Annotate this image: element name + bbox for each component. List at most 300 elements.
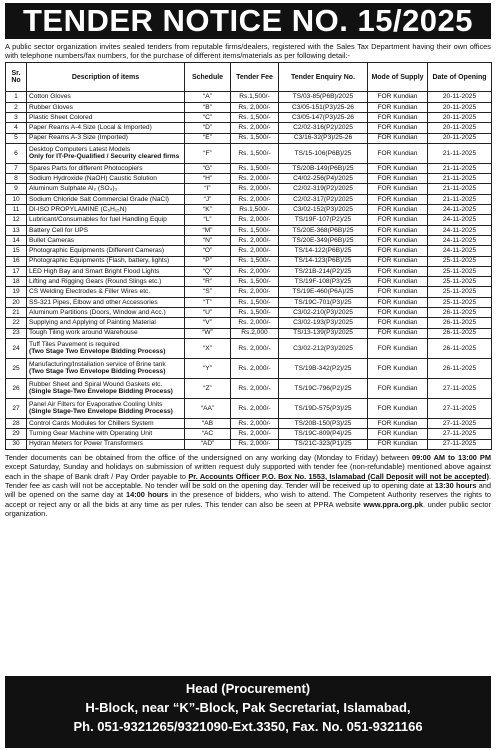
col-header-description: Description of items [27, 63, 185, 92]
row-fee: Rs. 1,500/- [231, 297, 279, 307]
row-date: 24-11-2025 [428, 235, 492, 245]
table-row [6, 429, 492, 439]
row-fee: Rs. 2,000/- [231, 398, 279, 418]
table-row [6, 194, 492, 204]
item-name: Paper Reams A-3 Size (Imported) [29, 134, 128, 142]
row-schedule: “R” [185, 277, 231, 287]
row-enquiry: TS/20E-349(P6B)/25 [279, 235, 368, 245]
row-date: 25-11-2025 [428, 297, 492, 307]
item-name: Rubber Gloves [29, 103, 73, 111]
row-mode: FOR Kundian [368, 287, 428, 297]
table-row [6, 246, 492, 256]
row-enquiry: TS/19D-575(P3)/25 [279, 398, 368, 418]
row-fee: Rs. 1,500/- [231, 308, 279, 318]
row-schedule: “U” [185, 308, 231, 318]
row-fee: Rs. 2,000/- [231, 194, 279, 204]
row-mode: FOR Kundian [368, 256, 428, 266]
row-schedule: “E” [185, 133, 231, 143]
item-name: Tuff Tiles Pavement is required [29, 340, 120, 348]
row-fee: Rs. 2,000/- [231, 184, 279, 194]
row-description [27, 123, 185, 133]
row-sr: 14 [6, 235, 27, 245]
row-sr: 16 [6, 256, 27, 266]
row-enquiry: C3/16-32(P3)/25-26 [279, 133, 368, 143]
row-description [27, 398, 185, 418]
row-schedule: “K” [185, 205, 231, 215]
terms-part: . under public sector organization. [5, 499, 491, 519]
table-row [6, 277, 492, 287]
opening-time: 14:00 hours [125, 490, 169, 500]
row-fee: Rs. 2,000/- [231, 235, 279, 245]
row-fee: Rs. 1,500/- [231, 143, 279, 163]
row-date: 26-11-2025 [428, 308, 492, 318]
row-sr: 24 [6, 338, 27, 358]
row-sr: 1 [6, 92, 27, 102]
row-date: 26-11-2025 [428, 328, 492, 338]
col-header-enquiry: Tender Enquiry No. [279, 63, 368, 92]
item-name: Lubricant/Consumables for fuel Handling Equip [29, 216, 167, 224]
row-enquiry: TS/19F-108(P3)/25 [279, 277, 368, 287]
row-description [27, 215, 185, 225]
row-schedule: “C” [185, 113, 231, 123]
row-sr: 27 [6, 398, 27, 418]
row-mode: FOR Kundian [368, 277, 428, 287]
item-note: (Two Stage Two Envelope Bidding Process) [29, 368, 166, 376]
row-sr: 12 [6, 215, 27, 225]
row-fee: Rs. 2,000/- [231, 266, 279, 276]
row-sr: 4 [6, 123, 27, 133]
item-name: Rubber Sheet and Spiral Wound Gaskets etc. [29, 380, 163, 388]
row-schedule: “W” [185, 328, 231, 338]
tender-notice [0, 3, 496, 750]
table-row [6, 308, 492, 318]
item-name: Photographic Equipments (Different Cameras) [29, 247, 165, 255]
row-fee: Rs. 2,000/- [231, 102, 279, 112]
footer-office: Head (Procurement) [185, 681, 311, 696]
table-row [6, 113, 492, 123]
working-hours: 09:00 AM to 13:00 PM [411, 452, 491, 462]
table-row [6, 297, 492, 307]
row-description [27, 246, 185, 256]
item-name: Desktop Computers Latest Models [29, 145, 131, 153]
row-sr: 18 [6, 277, 27, 287]
col-header-sr: Sr. No [6, 63, 27, 92]
item-name: CS Welding Electrodes & Filler Wires etc. [29, 288, 151, 296]
row-date: 21-11-2025 [428, 184, 492, 194]
item-note: (Two Stage Two Envelope Bidding Process) [29, 348, 166, 356]
row-mode: FOR Kundian [368, 266, 428, 276]
table-row [6, 205, 492, 215]
row-description [27, 143, 185, 163]
item-name: LED High Bay and Smart Bright Flood Lights [29, 267, 160, 275]
row-sr: 29 [6, 429, 27, 439]
item-name: Sodium Hydroxide (NaOH) Caustic Solution [29, 175, 157, 183]
row-date: 27-11-2025 [428, 439, 492, 449]
row-schedule: “A” [185, 92, 231, 102]
row-mode: FOR Kundian [368, 102, 428, 112]
row-sr: 21 [6, 308, 27, 318]
row-description [27, 205, 185, 215]
row-enquiry: C3/05-151(P3)/25-26 [279, 102, 368, 112]
row-fee: Rs. 2,000/- [231, 318, 279, 328]
table-body [6, 92, 492, 449]
item-name: Paper Reams A-4 Size (Local & Imported) [29, 124, 152, 132]
item-name: Battery Cell for UPS [29, 226, 88, 234]
table-row [6, 133, 492, 143]
row-mode: FOR Kundian [368, 439, 428, 449]
row-description [27, 297, 185, 307]
row-mode: FOR Kundian [368, 123, 428, 133]
row-enquiry: TS/19C-796(P2)/25 [279, 378, 368, 398]
row-sr: 7 [6, 163, 27, 173]
row-sr: 17 [6, 266, 27, 276]
row-date: 26-11-2025 [428, 318, 492, 328]
table-row [6, 418, 492, 428]
item-name: Bullet Cameras [29, 236, 75, 244]
contact-footer [5, 676, 491, 748]
row-description [27, 92, 185, 102]
item-name: Supplying and Applying of Painting Material [29, 319, 156, 327]
row-fee: Rs.1,500/- [231, 205, 279, 215]
row-schedule: “AD” [185, 439, 231, 449]
row-sr: 10 [6, 194, 27, 204]
row-fee: Rs. 2,000/- [231, 338, 279, 358]
row-schedule: “D” [185, 123, 231, 133]
row-description [27, 266, 185, 276]
row-description [27, 308, 185, 318]
item-name: Spares Parts for different Photocopiers [29, 164, 143, 172]
row-mode: FOR Kundian [368, 418, 428, 428]
row-description [27, 338, 185, 358]
row-schedule: “J” [185, 194, 231, 204]
row-mode: FOR Kundian [368, 328, 428, 338]
row-mode: FOR Kundian [368, 113, 428, 123]
row-schedule: “I” [185, 184, 231, 194]
row-description [27, 429, 185, 439]
table-row [6, 225, 492, 235]
item-name: Lifting and Rigging Gears (Round Slings etc.) [29, 278, 162, 285]
row-schedule: “F” [185, 143, 231, 163]
footer-phone: Ph. 051-9321265/9321090-Ext.3350, Fax. No. 051-9321166 [73, 719, 423, 734]
row-date: 25-11-2025 [428, 287, 492, 297]
row-sr: 19 [6, 287, 27, 297]
row-fee: Rs. 2,000/- [231, 246, 279, 256]
row-sr: 22 [6, 318, 27, 328]
footer-address: H-Block, near “K”-Block, Pak Secretariat, Islamabad, [85, 700, 411, 715]
ppra-website-link[interactable]: www.ppra.org.pk [363, 499, 424, 509]
row-schedule: “AB [185, 418, 231, 428]
row-enquiry: C2/02-317(P2)/2025 [279, 194, 368, 204]
row-enquiry: C2/02-316(P2)/2025 [279, 123, 368, 133]
row-date: 27-11-2025 [428, 429, 492, 439]
row-mode: FOR Kundian [368, 92, 428, 102]
item-name: Aluminum Sulphate Al₂ (SO₄)₃ [29, 185, 118, 193]
row-description [27, 235, 185, 245]
row-fee: Rs. 1,500/- [231, 225, 279, 235]
row-description [27, 358, 185, 378]
row-sr: 2 [6, 102, 27, 112]
row-fee: Rs. 1,500/- [231, 163, 279, 173]
row-fee: Rs. 1,500/- [231, 133, 279, 143]
row-mode: FOR Kundian [368, 358, 428, 378]
item-name: Aluminum Partitions (Doors, Window and Acc.) [29, 308, 166, 316]
row-sr: 20 [6, 297, 27, 307]
table-row [6, 123, 492, 133]
row-schedule: “T” [185, 297, 231, 307]
item-name: Hydran Meters for Power Transformers [29, 440, 143, 448]
item-name: SS-321 Pipes, Elbow and other Accessories [29, 298, 158, 306]
row-sr: 9 [6, 184, 27, 194]
row-fee: Rs. 2,000/- [231, 358, 279, 378]
row-date: 21-11-2025 [428, 163, 492, 173]
row-sr: 8 [6, 174, 27, 184]
row-enquiry: C3/02-193(P3)/2025 [279, 318, 368, 328]
terms-part: . Tender fee as cash will not be acceptable. No tender will be sold on the opening day. Tender will be received up to opening date at [5, 471, 491, 491]
row-description [27, 194, 185, 204]
row-description [27, 163, 185, 173]
item-name: Manufacturing/Installation service of Brine tank [29, 360, 166, 368]
row-description [27, 174, 185, 184]
row-schedule: “X” [185, 338, 231, 358]
row-description [27, 102, 185, 112]
table-row [6, 235, 492, 245]
row-description [27, 277, 185, 287]
row-fee: Rs. 2,000/- [231, 123, 279, 133]
row-sr: 15 [6, 246, 27, 256]
item-note: (Single Stage-Two Envelope Bidding Process) [29, 408, 173, 416]
row-schedule: “H” [185, 174, 231, 184]
table-row [6, 143, 492, 163]
col-header-date: Date of Opening [428, 63, 492, 92]
row-mode: FOR Kundian [368, 163, 428, 173]
submission-time: 13:30 hours [434, 481, 477, 491]
row-schedule: “B” [185, 102, 231, 112]
row-description [27, 328, 185, 338]
row-description [27, 287, 185, 297]
row-enquiry: TS/19C-701(P3)/25 [279, 297, 368, 307]
row-schedule: “Z” [185, 378, 231, 398]
row-date: 24-11-2025 [428, 246, 492, 256]
tender-table [5, 62, 492, 449]
row-description [27, 133, 185, 143]
row-schedule: “AA” [185, 398, 231, 418]
row-sr: 25 [6, 358, 27, 378]
intro-text: A public sector organization invites sealed tenders from reputable firms/dealers, registered with the Sales Tax Department having their own offices with telephone numbers/fax numbers, for the purchase of different items/materials as per following detail:- [5, 42, 491, 61]
row-mode: FOR Kundian [368, 378, 428, 398]
item-name: Tough Tiling work around Warehouse [29, 329, 138, 337]
item-name: Panel Air Filters for Evaporative Cooling Units [29, 400, 163, 408]
row-sr: 28 [6, 418, 27, 428]
row-date: 21-11-2025 [428, 174, 492, 184]
row-fee: Rs. 2,000/- [231, 439, 279, 449]
table-row [6, 102, 492, 112]
row-schedule: “M” [185, 225, 231, 235]
row-description [27, 378, 185, 398]
row-mode: FOR Kundian [368, 297, 428, 307]
row-enquiry: TS/21C-323(P1)/25 [279, 439, 368, 449]
row-description [27, 113, 185, 123]
row-sr: 3 [6, 113, 27, 123]
row-mode: FOR Kundian [368, 318, 428, 328]
col-header-schedule: Schedule [185, 63, 231, 92]
row-mode: FOR Kundian [368, 338, 428, 358]
row-mode: FOR Kundian [368, 225, 428, 235]
row-date: 24-11-2025 [428, 225, 492, 235]
row-schedule: “S” [185, 287, 231, 297]
terms-part: and will be opened on the same day at [5, 481, 491, 500]
row-enquiry: TS/13-139(P3)/2025 [279, 328, 368, 338]
row-fee: Rs. 2,000/- [231, 418, 279, 428]
row-enquiry: C3/02-152(P3)/2025 [279, 205, 368, 215]
row-sr: 23 [6, 328, 27, 338]
row-enquiry: TS/20B-149(P6B)/25 [279, 163, 368, 173]
row-schedule: “Q” [185, 266, 231, 276]
row-enquiry: TS/14-122(P6B)/25 [279, 246, 368, 256]
table-row [6, 358, 492, 378]
row-date: 24-11-2025 [428, 215, 492, 225]
terms-part: in the presence of bidders, who wish to attend. The Competent Authority reserves the rights to accept or reject any or all the bids at any time as per rules. This tender can also be seen at PPRA website [5, 490, 491, 509]
row-fee: Rs.2,000 [231, 328, 279, 338]
row-date: 21-11-2025 [428, 194, 492, 204]
row-mode: FOR Kundian [368, 133, 428, 143]
row-mode: FOR Kundian [368, 184, 428, 194]
row-enquiry: TS/14-123(P6B)/25 [279, 256, 368, 266]
item-name: Plastic Sheet Colored [29, 113, 93, 121]
table-row [6, 328, 492, 338]
row-date: 26-11-2025 [428, 338, 492, 358]
table-row [6, 287, 492, 297]
row-mode: FOR Kundian [368, 174, 428, 184]
row-schedule: “G” [185, 163, 231, 173]
row-enquiry: TS/15-106(P6B)/25 [279, 143, 368, 163]
row-fee: Rs. 2,000/- [231, 287, 279, 297]
table-row [6, 92, 492, 102]
row-schedule: “V” [185, 318, 231, 328]
row-date: 21-11-2025 [428, 143, 492, 163]
row-date: 20-11-2025 [428, 102, 492, 112]
row-enquiry: TS/21B-214(P2)/25 [279, 266, 368, 276]
terms-text [5, 453, 491, 519]
row-mode: FOR Kundian [368, 308, 428, 318]
row-sr: 26 [6, 378, 27, 398]
table-row [6, 338, 492, 358]
row-date: 26-11-2025 [428, 358, 492, 378]
item-name: Cotton Gloves [29, 93, 71, 101]
row-enquiry: C3/05-147(P3)/25-26 [279, 113, 368, 123]
row-sr: 11 [6, 205, 27, 215]
row-enquiry: C2/02-319(P2)/2025 [279, 184, 368, 194]
row-date: 20-11-2025 [428, 113, 492, 123]
row-enquiry: C3/02-212(P3)/2025 [279, 338, 368, 358]
row-fee: Rs. 2,000/- [231, 378, 279, 398]
row-fee: Rs. 1,500/- [231, 113, 279, 123]
row-mode: FOR Kundian [368, 194, 428, 204]
row-mode: FOR Kundian [368, 143, 428, 163]
item-name: Sodium Chloride Salt Commercial Grade (NaCl) [29, 195, 169, 203]
table-row [6, 256, 492, 266]
payee-details: Pr. Accounts Officer P.O. Box No. 1553, Islamabad (Call Deposit will not be accepted) [188, 471, 489, 481]
row-date: 27-11-2025 [428, 418, 492, 428]
col-header-fee: Tender Fee [231, 63, 279, 92]
row-fee: Rs. 1,500/- [231, 256, 279, 266]
row-description [27, 318, 185, 328]
item-name: Turning Gear Machine with Operating Unit [29, 430, 153, 438]
table-row [6, 398, 492, 418]
row-description [27, 439, 185, 449]
row-schedule: “L” [185, 215, 231, 225]
row-date: 27-11-2025 [428, 398, 492, 418]
row-enquiry: TS/19C-809(P4)/25 [279, 429, 368, 439]
item-name: Photographic Equipments (Flash, battery, lights) [29, 257, 170, 265]
table-header-row [6, 63, 492, 92]
row-enquiry: TS/19E-460(P6A)/25 [279, 287, 368, 297]
notice-title: TENDER NOTICE NO. 15/2025 [5, 3, 491, 39]
table-row [6, 215, 492, 225]
item-note: Only for IT-Pre-Qualified / Security cleared firms [29, 153, 180, 161]
row-enquiry: C4/02-256(P4)/2025 [279, 174, 368, 184]
row-schedule: “Y” [185, 358, 231, 378]
terms-part: except Saturday, Sunday and holidays on submission of written request duly supported with tender fee (non-refundable) mentioned above against each in the shape of Bank draft / Pay Order payable to [5, 462, 491, 481]
table-row [6, 439, 492, 449]
row-fee: Rs.1,500/- [231, 92, 279, 102]
row-fee: Rs. 2,000/- [231, 429, 279, 439]
row-date: 25-11-2025 [428, 256, 492, 266]
row-enquiry: TS/19B-342(P2)/25 [279, 358, 368, 378]
row-mode: FOR Kundian [368, 246, 428, 256]
row-fee: Rs. 2,000/- [231, 215, 279, 225]
table-row [6, 266, 492, 276]
row-date: 24-11-2025 [428, 205, 492, 215]
row-enquiry: TS/20E-368(P6B)/25 [279, 225, 368, 235]
item-name: DI-ISO PROPYLAMINE (C₆H₁₅N) [29, 205, 127, 213]
terms-part: Tender documents can be obtained from the office of the undersigned on any working day (Monday to Friday) between [5, 452, 409, 462]
item-note: (Single Stage-Two Envelope Bidding Process) [29, 388, 173, 396]
table-row [6, 378, 492, 398]
row-mode: FOR Kundian [368, 235, 428, 245]
row-sr: 6 [6, 143, 27, 163]
row-date: 27-11-2025 [428, 378, 492, 398]
row-mode: FOR Kundian [368, 205, 428, 215]
row-date: 20-11-2025 [428, 133, 492, 143]
row-mode: FOR Kundian [368, 398, 428, 418]
table-row [6, 163, 492, 173]
row-mode: FOR Kundian [368, 429, 428, 439]
row-description [27, 184, 185, 194]
row-fee: Rs. 2,000/- [231, 174, 279, 184]
row-enquiry: TS/20B-150(P3)/25 [279, 418, 368, 428]
row-enquiry: TS/19F-107(P2)/25 [279, 215, 368, 225]
row-description [27, 418, 185, 428]
row-date: 25-11-2025 [428, 266, 492, 276]
row-schedule: “O” [185, 246, 231, 256]
row-schedule: “N” [185, 235, 231, 245]
row-date: 20-11-2025 [428, 123, 492, 133]
col-header-mode: Mode of Supply [368, 63, 428, 92]
row-fee: Rs. 1,500/- [231, 277, 279, 287]
row-description [27, 225, 185, 235]
row-enquiry: C3/02-210(P3)/2025 [279, 308, 368, 318]
table-row [6, 174, 492, 184]
row-schedule: “P” [185, 256, 231, 266]
row-description [27, 256, 185, 266]
row-date: 25-11-2025 [428, 277, 492, 287]
row-enquiry: TS/03-85(P6B)/2025 [279, 92, 368, 102]
table-row [6, 184, 492, 194]
row-sr: 13 [6, 225, 27, 235]
row-sr: 5 [6, 133, 27, 143]
row-mode: FOR Kundian [368, 215, 428, 225]
item-name: Control Cards Modules for Chillers System [29, 419, 154, 427]
